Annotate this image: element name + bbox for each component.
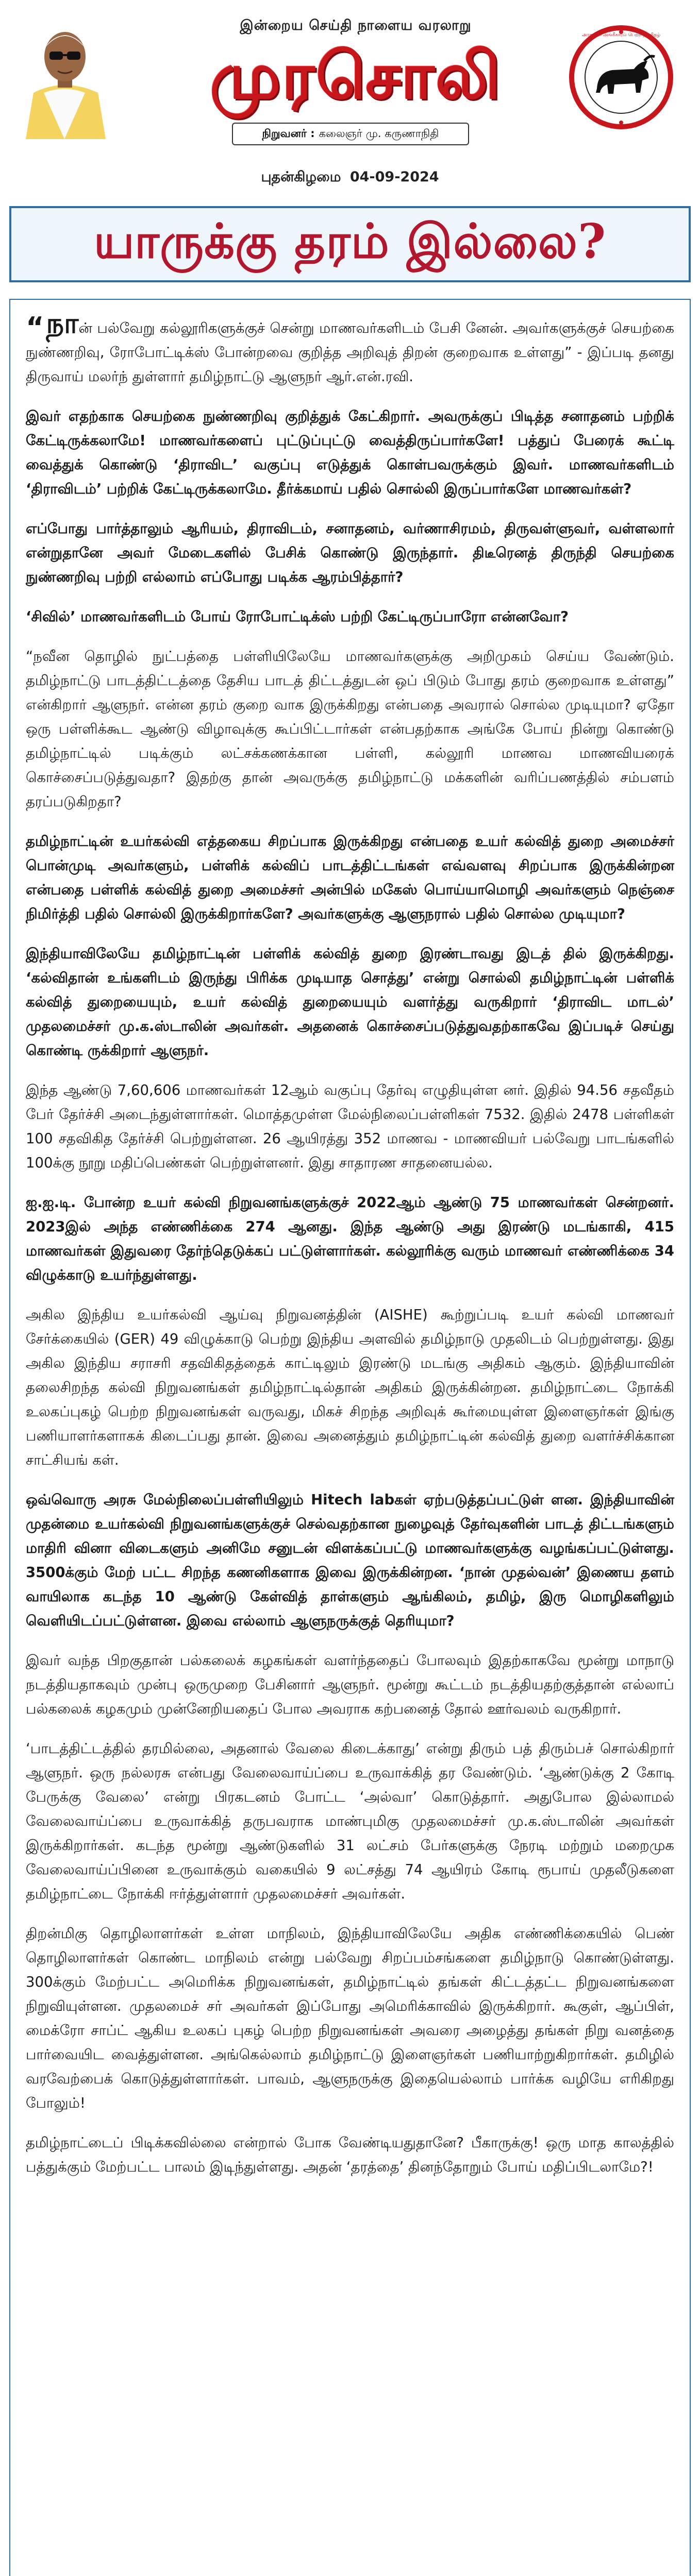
- article-paragraph-3: எப்போது பார்த்தாலும் ஆரியம், திராவிடம், சனாதனம், வர்ணாசிரமம், திருவள்ளுவர், வள்ளலார் என்றுதானே அவர் மேடைகளில் பேசிக் கொண்டு இருந்தார். திடீரெனத் திருந்தி செயற்கை நுண்ணறிவு பற்றி எல்லாம் எப்போது படிக்க ஆரம்பித்தார்?: [26, 520, 674, 585]
- founder-box: [232, 123, 469, 145]
- article-paragraph-2: இவர் எதற்காக செயற்கை நுண்ணறிவு குறித்துக் கேட்கிறார். அவருக்குப் பிடித்த சனாதனம் பற்றிக் கேட்டிருக்கலாமே! மாணவர்களைப் புட்டுப்புட்டு வைத்திருப்பார்களே! பத்துப் பேரைக் கூட்டி வைத்துக் கொண்டு ‘திராவிட’ வகுப்பு எடுத்துக் கொள்பவருக்கும் இவர். மாணவர்களிடம் ‘திராவிடம்’ பற்றிக் கேட்டிருக்கலாமே. தீர்க்கமாய் பதில் சொல்லி இருப்பார்களே மாணவர்கள்?: [26, 408, 674, 497]
- masthead: [0, 0, 700, 155]
- article-paragraph-4: ‘சிவில்’ மாணவர்களிடம் போய் ரோபோட்டிக்ஸ் பற்றி கேட்டிருப்பாரோ என்னவோ?: [26, 608, 569, 625]
- founder-name: கலைஞர் மு. கருணாநிதி: [319, 127, 439, 140]
- issue-date-value: 04-09-2024: [349, 169, 439, 185]
- opening-quote-mark: “: [26, 311, 44, 344]
- bull-emblem-icon: [557, 21, 686, 134]
- editorial-article: [9, 299, 691, 2576]
- emblem-text: அரசாங்க அங்கீகாரம் பெற்ற நாளிதழ்: [581, 32, 661, 38]
- article-paragraph-9: ஐ.ஐ.டி. போன்ற உயர் கல்வி நிறுவனங்களுக்குச் 2022ஆம் ஆண்டு 75 மாணவர்கள் சென்றனர். 2023இல் அந்த எண்ணிக்கை 274 ஆனது. இந்த ஆண்டு அது இரண்டு மடங்காகி, 415 மாணவர்கள் இதுவரை தேர்ந்தெடுக்கப் பட்டுள்ளார்கள். கல்லூரிக்கு வரும் மாணவர் எண்ணிக்கை 34 விழுக்காடு உயர்ந்துள்ளது.: [26, 1194, 674, 1283]
- article-paragraph-1: [26, 307, 674, 389]
- issue-day: புதன்கிழமை: [261, 169, 341, 185]
- article-paragraph-14: திறன்மிகு தொழிலாளர்கள் உள்ள மாநிலம், இந்தியாவிலேயே அதிக எண்ணிக்கையில் பெண் தொழிலாளர்கள் கொண்ட மாநிலம் என்று பல்வேறு சிறப்பம்சங்களை தமிழ்நாடு கொண்டுள்ளது. 300க்கும் மேற்பட்ட அமெரிக்க நிறுவனங்கள், தமிழ்நாட்டில் தங்கள் கிட்டத்தட்ட நிறுவனங்களை நிறுவியுள்ளன. முதலமைச் சர் அவர்கள் இப்போது அமெரிக்காவில் இருக்கிறார். கூகுள், ஆப்பிள், மைக்ரோ சாப்ட் ஆகிய உலகப் புகழ் பெற்ற நிறுவனங்கள் அவரை அழைத்து தங்கள் நிறு வனத்தை பார்வையிட வைத்துள்ளன. அங்கெல்லாம் தமிழ்நாட்டு இளைஞர்கள் பணியாற்றுகிறார்கள். தமிழில் வரவேற்பைக் கொடுத்துள்ளார்கள். பாவம், ஆளுநருக்கு இதையெல்லாம் பார்க்க வழியே எரிகிறது போலும்!: [26, 1925, 674, 2111]
- article-paragraph-12: இவர் வந்த பிறகுதான் பல்கலைக் கழகங்கள் வளர்ந்ததைப் போலவும் இதற்காகவே மூன்று மாநாடு நடத்தியதாகவும் முன்பு ஒருமுறை பேசினார் ஆளுநர். மூன்று கூட்டம் நடத்தியதற்குத்தான் எல்லாப் பல்கலைக் கழகமும் முன்னேறியதைப் போல அவராக கற்பனைத் தோல் ஊர்வலம் வருகிறார்.: [26, 1652, 674, 1717]
- article-paragraph-6: தமிழ்நாட்டின் உயர்கல்வி எத்தகைய சிறப்பாக இருக்கிறது என்பதை உயர் கல்வித் துறை அமைச்சர் பொன்முடி அவர்களும், பள்ளிக் கல்விப் பாடத்திட்டங்கள் எவ்வளவு சிறப்பாக இருக்கின்றன என்பதை பள்ளிக் கல்வித் துறை அமைச்சர் அன்பில் மகேஸ் பொய்யாமொழி அவர்களும் நெஞ்சை நிமிர்த்தி பதில் சொல்லி இருக்கிறார்களே? அவர்களுக்கு ஆளுநரால் பதில் சொல்ல முடியுமா?: [26, 833, 674, 922]
- founder-label: நிறுவனர் :: [262, 127, 315, 140]
- article-paragraph-5: “நவீன தொழில் நுட்பத்தை பள்ளியிலேயே மாணவர்களுக்கு அறிமுகம் செய்ய வேண்டும். தமிழ்நாட்டு பாடத்திட்டத்தை தேசிய பாடத் திட்டத்துடன் ஒப் பிடும் போது தரம் குறைவாக உள்ளது” என்கிறார் ஆளுநர். என்ன தரம் குறை வாக இருக்கிறது என்பதை அவரால் சொல்ல முடியுமா? ஏதோ ஒரு பள்ளிக்கூட ஆண்டு விழாவுக்கு கூப்பிட்டார்கள் என்பதற்காக அங்கே போய் நின்று கொண்டு தமிழ்நாட்டில் படிக்கும் லட்சக்கணக்கான பள்ளி, கல்லூரி மாணவ மாணவியரைக் கொச்சைப்படுத்துவதா? இதற்கு தான் அவருக்கு தமிழ்நாட்டு மக்களின் வரிப்பணத்தில் சம்பளம் தரப்படுகிறதா?: [26, 648, 674, 810]
- article-paragraph-7: இந்தியாவிலேயே தமிழ்நாட்டின் பள்ளிக் கல்வித் துறை இரண்டாவது இடத் தில் இருக்கிறது. ‘கல்விதான் உங்களிடம் இருந்து பிரிக்க முடியாத சொத்து’ என்று சொல்லி தமிழ்நாட்டின் பள்ளிக் கல்வித் துறையையும், உயர் கல்வித் துறையையும் வளர்த்து வருகிறார் ‘திராவிட மாடல்’ முதலமைச்சர் மு.க.ஸ்டாலின் அவர்கள். அதனைக் கொச்சைப்படுத்துவதற்காகவே இப்படிச் செய்து கொண்டி ருக்கிறார் ஆளுநர்.: [26, 945, 674, 1059]
- newspaper-logo-title: முரசொலி: [210, 39, 502, 113]
- dropcap: நா: [46, 307, 79, 340]
- headline-box: [9, 206, 691, 282]
- article-paragraph-1-text: ன் பல்வேறு கல்லூரிகளுக்குச் சென்று மாணவர்களிடம் பேசி னேன். அவர்களுக்குச் செயற்கை நுண்ணறிவு, ரோபோட்டிக்ஸ் போன்றவை குறித்த அறிவுத் திறன் குறைவாக உள்ளது” - இப்படி தனது திருவாய் மலர்ந் துள்ளார் தமிழ்நாட்டு ஆளுநர் ஆர்.என்.ரவி.: [26, 320, 674, 385]
- tagline: இன்றைய செய்தி நாளைய வரலாறு: [240, 18, 472, 33]
- article-paragraph-15: தமிழ்நாட்டைப் பிடிக்கவில்லை என்றால் போக வேண்டியதுதானே? பீகாருக்கு! ஒரு மாத காலத்தில் பத்துக்கும் மேற்பட்ட பாலம் இடிந்துள்ளது. அதன் ‘தரத்தை’ தினந்தோறும் போய் மதிப்பிடலாமே?!: [26, 2134, 674, 2175]
- article-paragraph-11: ஒவ்வொரு அரசு மேல்நிலைப்பள்ளியிலும் Hitech labகள் ஏற்படுத்தப்பட்டுள் ளன. இந்தியாவின் முதன்மை உயர்கல்வி நிறுவனங்களுக்குச் செல்வதற்கான நுழைவுத் தேர்வுகளின் பாடத் திட்டங்களும் மாதிரி வினா விடைகளும் அனிமே சனுடன் விளக்கப்பட்டு மாணவர்களுக்கு வழங்கப்பட்டுள்ளது. 3500க்கும் மேற் பட்ட சிறந்த கணனிகளாக இவை இருக்கின்றன. ‘நான் முதல்வன்’ இணைய தளம் வாயிலாக கடந்த 10 ஆண்டு கேள்வித் தாள்களும் ஆங்கிலம், தமிழ், இரு மொழிகளிலும் வெளியிடப்பட்டுள்ளன. இவை எல்லாம் ஆளுநருக்குத் தெரியுமா?: [26, 1492, 674, 1629]
- headline: யாருக்கு தரம் இல்லை?: [93, 213, 606, 269]
- issue-date: [0, 169, 700, 187]
- founder-portrait: [15, 15, 113, 139]
- article-paragraph-13: ‘பாடத்திட்டத்தில் தரமில்லை, அதனால் வேலை கிடைக்காது’ என்று திரும் பத் திரும்பச் சொல்கிறார் ஆளுநர். ஒரு நல்லரசு என்பது வேலைவாய்ப்பை உருவாக்கித் தர வேண்டும். ‘ஆண்டுக்கு 2 கோடி பேருக்கு வேலை’ என்று பிரகடனம் போட்ட ‘அல்வா’ கொடுத்தார். அதுபோல இல்லாமல் வேலைவாய்ப்பை உருவாக்கித் தருபவராக மாண்புமிகு முதலமைச்சர் மு.க.ஸ்டாலின் அவர்கள் இருக்கிறார்கள். கடந்த மூன்று ஆண்டுகளில் 31 லட்சம் பேர்களுக்கு நேரடி மற்றும் மறைமுக வேலைவாய்ப்பினை உருவாக்கும் வகையில் 9 லட்சத்து 74 ஆயிரம் கோடி ரூபாய் முதலீடுகளை தமிழ்நாட்டை நோக்கி ஈர்த்துள்ளார் முதலமைச்சர் அவர்கள்.: [26, 1740, 674, 1902]
- article-paragraph-8: இந்த ஆண்டு 7,60,606 மாணவர்கள் 12ஆம் வகுப்பு தேர்வு எழுதியுள்ள னர். இதில் 94.56 சதவீதம் பேர் தேர்ச்சி அடைந்துள்ளார்கள். மொத்தமுள்ள மேல்நிலைப்பள்ளிகள் 7532. இதில் 2478 பள்ளிகள் 100 சதவிகித தேர்ச்சி பெற்றுள்ளன. 26 ஆயிரத்து 352 மாணவ - மாணவியர் பல்வேறு பாடங்களில் 100க்கு நூறு மதிப்பெண்கள் பெற்றுள்ளனர். இது சாதாரண சாதனையல்ல.: [26, 1082, 674, 1171]
- article-paragraph-10: அகில இந்திய உயர்கல்வி ஆய்வு நிறுவனத்தின் (AISHE) கூற்றுப்படி உயர் கல்வி மாணவர் சேர்க்கையில் (GER) 49 விழுக்காடு பெற்று இந்திய அளவில் தமிழ்நாடு முதலிடம் பெற்றுள்ளது. இது அகில இந்திய சராசரி சதவிகிதத்தைக் காட்டிலும் இரண்டு மடங்கு அதிகம் ஆகும். இந்தியாவின் தலைசிறந்த கல்வி நிறுவனங்கள் தமிழ்நாட்டில்தான் அதிகம் இருக்கின்றன. தமிழ்நாட்டை நோக்கி உலகப்புகழ் பெற்ற நிறுவனங்கள் வருவது, மிகச் சிறந்த அறிவுக் கூர்மையுள்ள இளைஞர்கள் இங்கு பணியாளர்களாகக் கிடைப்பது தான். இவை அனைத்தும் தமிழ்நாட்டின் கல்வித் துறை வளர்ச்சிக்கான சாட்சியங் கள்.: [26, 1307, 674, 1468]
